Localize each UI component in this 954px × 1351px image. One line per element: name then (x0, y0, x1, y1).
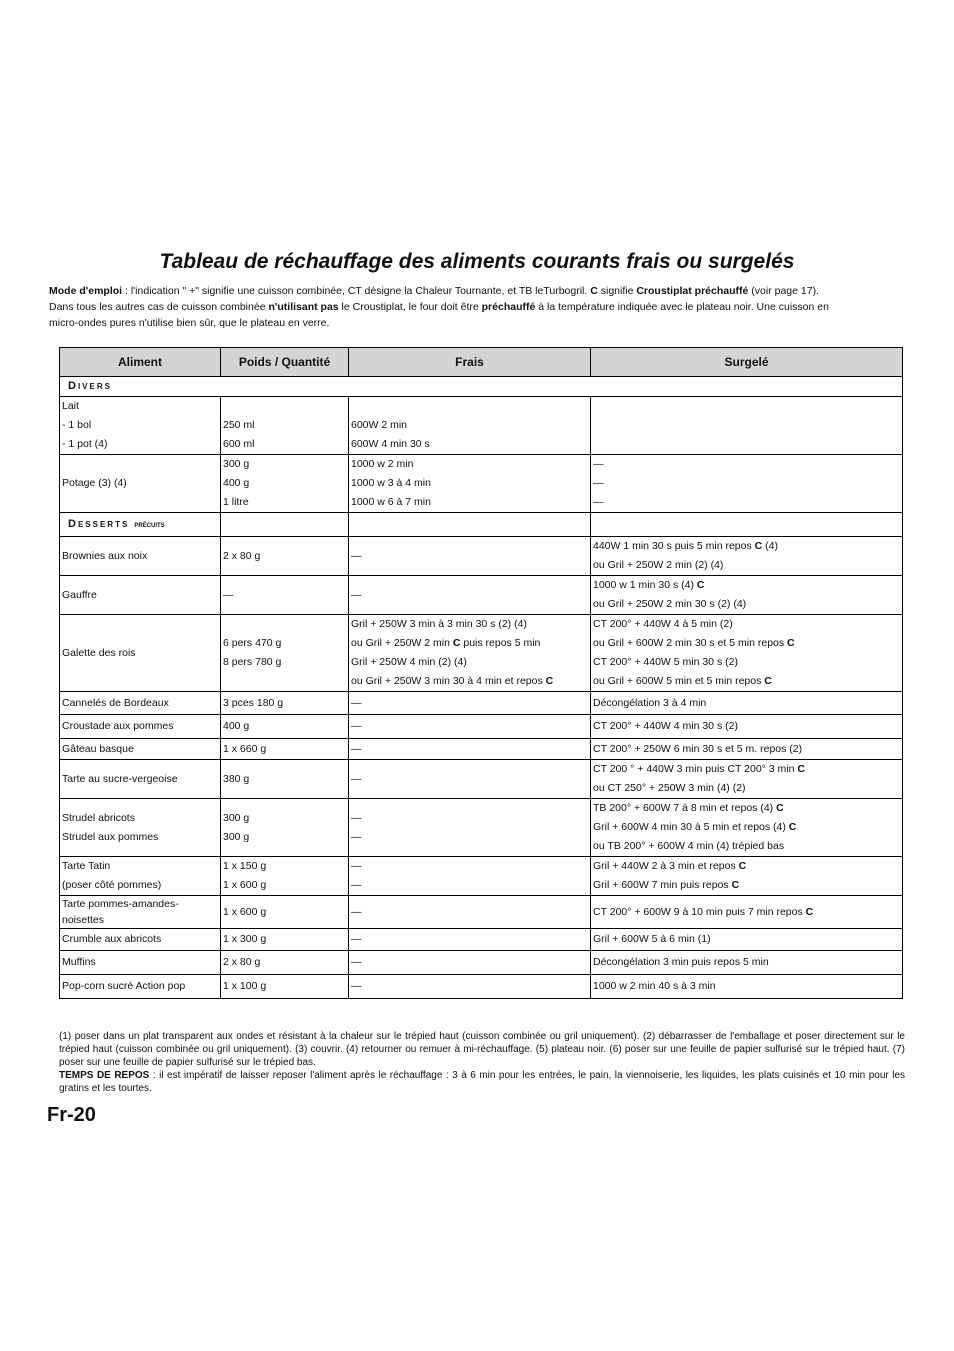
table-row (60, 760, 903, 799)
cell-poids: — (221, 576, 349, 615)
cell-aliment: Cannelés de Bordeaux (60, 692, 221, 715)
table-row (60, 896, 903, 929)
cell-surgele: CT 200° + 440W 4 à 5 min (2) ou Gril + 600W 2 min 30 s et 5 min repos C CT 200° + 440W 5 min 30 s (2) ou Gril + 600W 5 min et 5 min repos C (591, 615, 903, 692)
cell-surgele: Gril + 600W 5 à 6 min (1) (591, 929, 903, 951)
cell-frais: 600W 2 min 600W 4 min 30 s (349, 397, 591, 455)
cell-surgele: CT 200 ° + 440W 3 min puis CT 200° 3 min C ou CT 250° + 250W 3 min (4) (2) (591, 760, 903, 799)
cell-poids: 2 x 80 g (221, 951, 349, 975)
cell-frais: — (349, 896, 591, 929)
cell-frais: — (349, 929, 591, 951)
cell-surgele: CT 200° + 440W 4 min 30 s (2) (591, 715, 903, 739)
cell-poids: 1 x 660 g (221, 739, 349, 760)
table-row (60, 715, 903, 739)
table-row (60, 799, 903, 857)
table-row (60, 576, 903, 615)
table-row (60, 975, 903, 999)
cell-frais: 1000 w 2 min 1000 w 3 à 4 min 1000 w 6 à 7 min (349, 455, 591, 513)
category-row (60, 513, 903, 537)
cell-poids: 1 x 100 g (221, 975, 349, 999)
cell-aliment: Crumble aux abricots (60, 929, 221, 951)
cell-aliment: Tarte Tatin (poser côté pommes) (60, 857, 221, 896)
cell-poids: 300 g 300 g (221, 799, 349, 857)
cell-poids: 6 pers 470 g 8 pers 780 g (221, 615, 349, 692)
cell-aliment: Gâteau basque (60, 739, 221, 760)
table-row (60, 692, 903, 715)
cell-surgele: Décongélation 3 à 4 min (591, 692, 903, 715)
cell-frais: — (349, 739, 591, 760)
category-desserts: Desserts précuits (60, 513, 221, 537)
table-row (60, 739, 903, 760)
table-row (60, 537, 903, 576)
category-row (60, 377, 903, 397)
cell-aliment: Galette des rois (60, 615, 221, 692)
cell-frais: — (349, 975, 591, 999)
cell-poids: 250 ml 600 ml (221, 397, 349, 455)
cell-aliment: Gauffre (60, 576, 221, 615)
cell-surgele: CT 200° + 250W 6 min 30 s et 5 m. repos (2) (591, 739, 903, 760)
cell-poids: 400 g (221, 715, 349, 739)
cell-frais: — — (349, 857, 591, 896)
cell-surgele: TB 200° + 600W 7 à 8 min et repos (4) C Gril + 600W 4 min 30 à 5 min et repos (4) C ou TB 200° + 600W 4 min (4) trépied bas (591, 799, 903, 857)
cell-poids: 380 g (221, 760, 349, 799)
cell-surgele: — — — (591, 455, 903, 513)
cell-surgele: 1000 w 1 min 30 s (4) C ou Gril + 250W 2 min 30 s (2) (4) (591, 576, 903, 615)
page-number: Fr-20 (47, 1104, 96, 1126)
reheating-table (59, 347, 903, 999)
cell-poids: 1 x 600 g (221, 896, 349, 929)
cell-frais: Gril + 250W 3 min à 3 min 30 s (2) (4) ou Gril + 250W 2 min C puis repos 5 min Gril + 250W 4 min (2) (4) ou Gril + 250W 3 min 30 à 4 min et repos C (349, 615, 591, 692)
table-row (60, 397, 903, 455)
cell-aliment: Potage (3) (4) (60, 455, 221, 513)
footnotes: (1) poser dans un plat transparent aux ondes et résistant à la chaleur sur le trépied haut (cuisson combinée ou gril uniquement). (2) débarrasser de l'emballage et poser directement sur le trépied haut (cuisson combinée ou gril uniquement). (3) couvrir. (4) retourner ou remuer à mi-réchauffage. (5) plateau noir. (6) poser sur une feuille de papier sulfurisé sur le trépied haut. (7) poser sur une feuille de papier sulfurisé sur le trépied bas. TEMPS DE REPOS : il est impératif de laisser reposer l'aliment après le réchauffage : 3 à 6 min pour les entrées, le pain, la viennoiserie, les liquides, les plats cuisinés et 10 min pour les gratins et les tourtes. (59, 1031, 906, 1094)
cell-surgele: Gril + 440W 2 à 3 min et repos C Gril + 600W 7 min puis repos C (591, 857, 903, 896)
cell-frais: — (349, 576, 591, 615)
cell-aliment: Brownies aux noix (60, 537, 221, 576)
cell-poids: 1 x 300 g (221, 929, 349, 951)
cell-aliment: Lait - 1 bol - 1 pot (4) (60, 397, 221, 455)
cell-surgele: 1000 w 2 min 40 s à 3 min (591, 975, 903, 999)
header-frais: Frais (349, 348, 591, 377)
cell-poids: 2 x 80 g (221, 537, 349, 576)
header-poids: Poids / Quantité (221, 348, 349, 377)
cell-surgele: CT 200° + 600W 9 à 10 min puis 7 min repos C (591, 896, 903, 929)
table-header-row (60, 348, 903, 377)
cell-aliment: Tarte au sucre-vergeoise (60, 760, 221, 799)
header-surgele: Surgelé (591, 348, 903, 377)
cell-frais: — (349, 537, 591, 576)
cell-frais: — (349, 760, 591, 799)
cell-surgele (591, 397, 903, 455)
cell-frais: — (349, 692, 591, 715)
cell-poids: 300 g 400 g 1 litre (221, 455, 349, 513)
header-aliment: Aliment (60, 348, 221, 377)
cell-surgele: Décongélation 3 min puis repos 5 min (591, 951, 903, 975)
intro-paragraph: Mode d'emploi : l'indication " +" signifie une cuisson combinée, CT désigne la Chaleur Tournante, et TB leTurbogril. C signifie Croustiplat préchauffé (voir page 17). Dans tous les autres cas de cuisson combinée n'utilisant pas le Croustiplat, le four doit être préchauffé à la température indiquée avec le plateau noir. Une cuisson en micro-ondes pures n'utilise bien sûr, que le plateau en verre. (49, 285, 829, 329)
category-divers: Divers (60, 377, 903, 397)
cell-aliment: Pop-corn sucré Action pop (60, 975, 221, 999)
table-row (60, 615, 903, 692)
table-row (60, 951, 903, 975)
cell-frais: — — (349, 799, 591, 857)
table-row (60, 929, 903, 951)
cell-frais: — (349, 951, 591, 975)
cell-poids: 1 x 150 g 1 x 600 g (221, 857, 349, 896)
table-row (60, 857, 903, 896)
cell-aliment: Croustade aux pommes (60, 715, 221, 739)
table-row (60, 455, 903, 513)
cell-poids: 3 pces 180 g (221, 692, 349, 715)
cell-surgele: 440W 1 min 30 s puis 5 min repos C (4) ou Gril + 250W 2 min (2) (4) (591, 537, 903, 576)
page-title: Tableau de réchauffage des aliments courants frais ou surgelés (159, 250, 795, 273)
cell-aliment: Strudel abricots Strudel aux pommes (60, 799, 221, 857)
cell-frais: — (349, 715, 591, 739)
cell-aliment: Muffins (60, 951, 221, 975)
cell-aliment: Tarte pommes-amandes- noisettes (60, 896, 221, 929)
